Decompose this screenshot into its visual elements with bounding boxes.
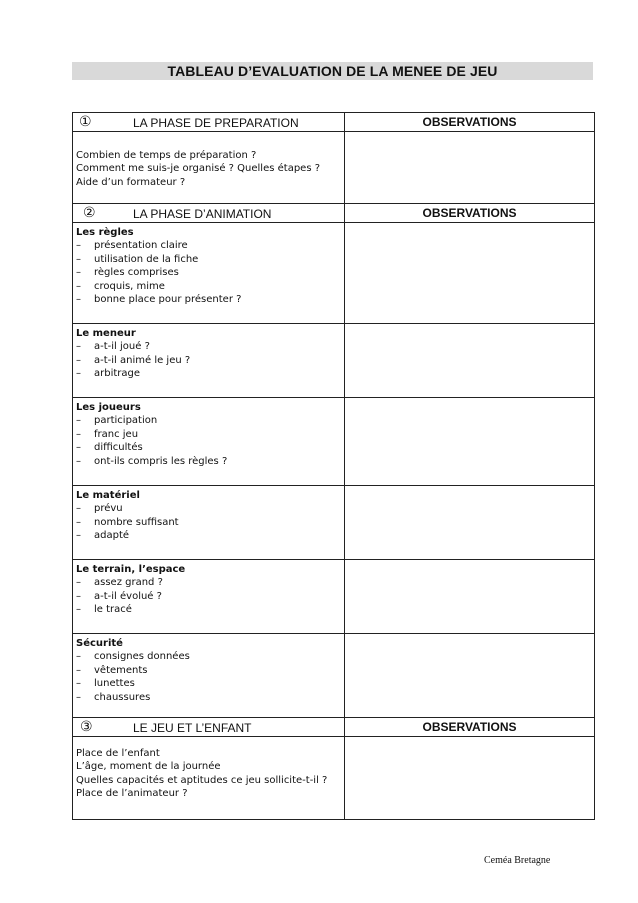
observations-cell[interactable] [345, 737, 595, 820]
block-heading: Le matériel [76, 490, 140, 501]
observations-label: OBSERVATIONS [422, 206, 517, 220]
content-line: Aide d’un formateur ? [76, 176, 186, 188]
list-item: – nombre suffisant [76, 516, 179, 528]
list-item: – assez grand ? [76, 577, 163, 589]
section-header-cell [73, 113, 345, 132]
block-heading: Les règles [76, 227, 134, 238]
section-header-row [73, 113, 595, 132]
section-header-row [73, 204, 595, 223]
block-heading: Les joueurs [76, 402, 141, 413]
list-item: – arbitrage [76, 368, 141, 380]
list-item: – difficultés [76, 442, 143, 454]
block-heading: Le meneur [76, 328, 136, 339]
list-item: – bonne place pour présenter ? [76, 294, 242, 306]
list-item: – présentation claire [76, 240, 188, 252]
section-header-cell [73, 718, 345, 737]
section-title: LA PHASE D’ANIMATION [133, 207, 272, 221]
content-cell [73, 223, 345, 324]
content-line: Combien de temps de préparation ? [76, 150, 257, 161]
content-cell [73, 634, 345, 718]
content-row [73, 486, 595, 560]
list-item: – consignes données [76, 651, 190, 663]
content-row [73, 223, 595, 324]
evaluation-table [72, 112, 595, 820]
list-item: – utilisation de la fiche [76, 253, 199, 265]
list-item: – ont-ils compris les règles ? [76, 455, 228, 467]
list-item: – adapté [76, 530, 130, 542]
list-item: – croquis, mime [76, 280, 165, 292]
section-title: LE JEU ET L’ENFANT [133, 721, 252, 735]
content-cell [73, 486, 345, 560]
observations-cell[interactable] [345, 486, 595, 560]
list-item: – a-t-il animé le jeu ? [76, 354, 191, 366]
observations-cell[interactable] [345, 324, 595, 398]
content-cell [73, 398, 345, 486]
section-number: ① [79, 114, 92, 130]
list-item: – règles comprises [76, 267, 179, 279]
content-row [73, 398, 595, 486]
section-header-cell [73, 204, 345, 223]
observations-cell[interactable] [345, 223, 595, 324]
list-item: – chaussures [76, 691, 151, 703]
block-heading: Le terrain, l’espace [76, 564, 186, 575]
observations-cell[interactable] [345, 132, 595, 204]
list-item: – lunettes [76, 678, 135, 690]
observations-header [345, 113, 595, 132]
list-item: – vêtements [76, 664, 148, 676]
list-item: – le tracé [76, 604, 132, 616]
footer-credit: Ceméa Bretagne [484, 855, 551, 866]
section-number: ③ [80, 719, 93, 735]
content-line: Place de l’animateur ? [76, 788, 188, 800]
content-cell [73, 560, 345, 634]
document-title: TABLEAU D’EVALUATION DE LA MENEE DE JEU [72, 62, 593, 80]
content-cell [73, 737, 345, 820]
list-item: – franc jeu [76, 428, 139, 440]
observations-header [345, 204, 595, 223]
content-line: Comment me suis-je organisé ? Quelles étapes ? [76, 163, 321, 175]
section-header-row [73, 718, 595, 737]
list-item: – participation [76, 415, 158, 427]
content-row [73, 132, 595, 204]
content-cell [73, 324, 345, 398]
content-row [73, 560, 595, 634]
content-line: Quelles capacités et aptitudes ce jeu sollicite-t-il ? [76, 774, 328, 786]
observations-header [345, 718, 595, 737]
observations-cell[interactable] [345, 560, 595, 634]
list-item: – a-t-il joué ? [76, 341, 150, 353]
content-row [73, 737, 595, 820]
content-cell [73, 132, 345, 204]
list-item: – a-t-il évolué ? [76, 590, 162, 602]
content-row [73, 634, 595, 718]
content-row [73, 324, 595, 398]
section-number: ② [83, 205, 96, 221]
observations-cell[interactable] [345, 634, 595, 718]
block-heading: Sécurité [76, 638, 123, 649]
content-line: Place de l’enfant [76, 748, 160, 759]
observations-cell[interactable] [345, 398, 595, 486]
observations-label: OBSERVATIONS [422, 115, 517, 129]
content-line: L’âge, moment de la journée [76, 761, 221, 773]
list-item: – prévu [76, 503, 123, 515]
section-title: LA PHASE DE PREPARATION [133, 116, 299, 130]
observations-label: OBSERVATIONS [422, 720, 517, 734]
